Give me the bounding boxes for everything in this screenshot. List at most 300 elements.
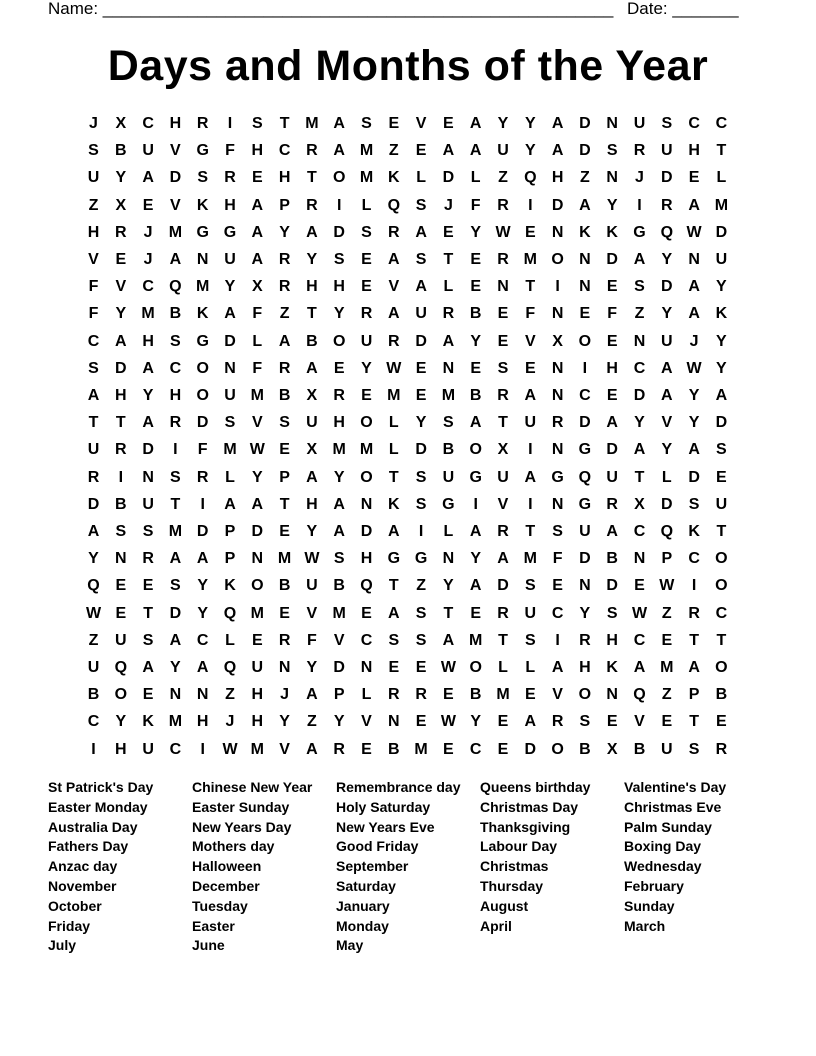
grid-letter: A xyxy=(442,631,455,649)
grid-row xyxy=(80,273,736,300)
grid-letter: A xyxy=(251,223,264,241)
grid-letter: T xyxy=(716,523,727,540)
grid-letter: C xyxy=(169,359,182,377)
grid-letter: V xyxy=(115,278,127,296)
grid-letter: O xyxy=(578,332,592,350)
word-bank-item: Christmas Day xyxy=(480,798,579,815)
grid-letter: R xyxy=(333,740,345,758)
grid-letter: U xyxy=(224,387,236,404)
grid-letter: K xyxy=(142,713,154,731)
grid-letter: A xyxy=(87,523,100,540)
grid-letter: H xyxy=(251,686,264,704)
grid-letter: H xyxy=(169,115,182,132)
grid-letter: Y xyxy=(470,713,482,731)
grid-letter: R xyxy=(497,196,509,214)
grid-letter: B xyxy=(87,686,100,704)
grid-letter: B xyxy=(715,686,728,704)
grid-letter: S xyxy=(415,196,427,214)
grid-letter: T xyxy=(443,604,454,622)
grid-letter: M xyxy=(168,523,183,540)
grid-letter: S xyxy=(415,631,427,649)
grid-letter: R xyxy=(360,305,373,323)
grid-letter: N xyxy=(551,223,564,241)
grid-letter: A xyxy=(715,387,728,404)
grid-letter: W xyxy=(222,740,238,758)
grid-letter: X xyxy=(306,441,318,459)
grid-letter: Q xyxy=(633,686,646,704)
grid-letter: M xyxy=(305,115,319,132)
grid-letter: L xyxy=(361,196,372,214)
word-bank-item: Halloween xyxy=(192,858,262,875)
grid-letter: M xyxy=(250,740,264,758)
grid-letter: V xyxy=(388,278,400,296)
grid-letter: D xyxy=(661,495,673,513)
grid-letter: Z xyxy=(307,713,317,731)
grid-letter: G xyxy=(196,142,209,160)
grid-letter: I xyxy=(582,359,588,377)
grid-letter: W xyxy=(440,659,456,676)
grid-letter: R xyxy=(388,332,400,350)
grid-letter: T xyxy=(716,631,727,649)
grid-letter: Z xyxy=(388,142,399,160)
grid-letter: T xyxy=(143,604,153,622)
grid-letter: A xyxy=(306,223,318,241)
grid-letter: A xyxy=(551,115,564,132)
grid-letter: B xyxy=(469,387,482,404)
grid-letter: D xyxy=(579,115,591,132)
grid-letter: M xyxy=(141,305,155,323)
grid-letter: V xyxy=(497,495,509,513)
grid-letter: Y xyxy=(115,169,127,187)
grid-letter: C xyxy=(633,631,646,649)
grid-letter: H xyxy=(87,223,100,241)
grid-letter: W xyxy=(686,359,702,377)
grid-letter: S xyxy=(688,495,700,513)
grid-letter: O xyxy=(251,577,264,595)
grid-letter: Y xyxy=(88,550,99,568)
grid-letter: T xyxy=(170,495,181,513)
grid-letter: K xyxy=(606,223,618,241)
grid-letter: G xyxy=(387,550,401,568)
grid-letter: T xyxy=(689,713,699,731)
grid-row xyxy=(80,627,736,654)
grid-letter: X xyxy=(306,387,318,404)
grid-letter: L xyxy=(498,659,508,676)
grid-letter: W xyxy=(686,223,702,241)
grid-letter: M xyxy=(277,550,292,568)
grid-letter: P xyxy=(279,196,290,214)
grid-row xyxy=(80,491,736,518)
grid-letter: W xyxy=(304,550,320,568)
grid-letter: R xyxy=(442,305,455,323)
grid-letter: S xyxy=(251,115,263,132)
grid-letter: E xyxy=(415,359,427,377)
grid-letter: N xyxy=(551,441,564,459)
grid-letter: X xyxy=(251,278,263,296)
grid-letter: E xyxy=(333,359,345,377)
grid-letter: R xyxy=(169,414,182,432)
grid-letter: Y xyxy=(470,223,482,241)
grid-letter: F xyxy=(225,142,235,160)
grid-letter: L xyxy=(716,169,727,187)
grid-letter: M xyxy=(496,686,510,704)
grid-letter: D xyxy=(169,604,182,622)
grid-letter: R xyxy=(196,115,209,132)
grid-letter: B xyxy=(469,686,482,704)
grid-letter: Y xyxy=(497,115,509,132)
grid-letter: R xyxy=(633,142,646,160)
grid-letter: Y xyxy=(115,713,127,731)
grid-letter: V xyxy=(170,142,181,160)
grid-letter: C xyxy=(278,142,291,160)
grid-letter: C xyxy=(142,278,154,296)
word-column xyxy=(624,778,768,936)
grid-letter: D xyxy=(715,414,728,432)
grid-letter: G xyxy=(196,332,209,350)
grid-letter: I xyxy=(691,577,697,595)
grid-row xyxy=(80,545,736,572)
grid-letter: U xyxy=(661,740,673,758)
grid-row xyxy=(80,409,736,436)
grid-letter: S xyxy=(415,495,427,513)
grid-letter: F xyxy=(607,305,618,323)
grid-letter: U xyxy=(87,169,100,187)
grid-letter: L xyxy=(361,686,372,704)
grid-letter: A xyxy=(333,142,345,160)
grid-letter: E xyxy=(716,713,727,731)
grid-letter: W xyxy=(659,577,675,595)
grid-letter: S xyxy=(415,604,427,622)
word-column xyxy=(48,778,192,956)
grid-row xyxy=(80,600,736,627)
grid-letter: T xyxy=(388,468,399,486)
grid-letter: Y xyxy=(333,713,345,731)
grid-letter: X xyxy=(497,441,509,459)
grid-letter: X xyxy=(115,196,127,214)
grid-letter: E xyxy=(443,223,454,241)
grid-letter: E xyxy=(497,332,509,350)
grid-letter: A xyxy=(497,550,509,568)
grid-letter: T xyxy=(498,414,508,432)
grid-letter: A xyxy=(251,251,264,268)
grid-letter: N xyxy=(360,495,373,513)
grid-letter: W xyxy=(249,441,265,459)
date-field-label: Date: _______ xyxy=(627,0,739,18)
grid-letter: Y xyxy=(115,305,127,323)
grid-letter: I xyxy=(91,740,96,758)
grid-letter: B xyxy=(606,550,618,568)
grid-letter: D xyxy=(415,332,427,350)
grid-row xyxy=(80,300,736,327)
grid-letter: E xyxy=(388,659,400,676)
grid-letter: H xyxy=(278,169,291,187)
grid-letter: H xyxy=(333,278,345,296)
grid-letter: E xyxy=(361,604,372,622)
grid-letter: M xyxy=(387,387,401,404)
grid-letter: T xyxy=(525,278,536,296)
grid-letter: S xyxy=(415,251,427,268)
grid-letter: E xyxy=(524,686,536,704)
grid-letter: I xyxy=(173,441,178,459)
grid-letter: Y xyxy=(333,468,345,486)
grid-letter: R xyxy=(142,550,154,568)
grid-letter: O xyxy=(469,659,482,676)
grid-letter: E xyxy=(524,223,536,241)
grid-row xyxy=(80,137,736,164)
grid-letter: R xyxy=(497,523,509,540)
grid-letter: R xyxy=(715,740,728,758)
grid-letter: A xyxy=(306,359,318,377)
grid-letter: O xyxy=(715,659,728,676)
grid-letter: O xyxy=(551,251,564,268)
grid-letter: N xyxy=(579,278,591,296)
grid-letter: E xyxy=(443,740,454,758)
grid-letter: A xyxy=(142,169,154,187)
grid-letter: C xyxy=(551,604,564,622)
grid-letter: A xyxy=(142,414,154,432)
grid-letter: Q xyxy=(114,659,128,676)
grid-letter: D xyxy=(579,414,591,432)
grid-letter: D xyxy=(606,251,618,268)
grid-letter: A xyxy=(633,251,646,268)
grid-letter: M xyxy=(523,251,537,268)
grid-letter: H xyxy=(606,359,618,377)
grid-letter: T xyxy=(634,468,645,486)
grid-letter: D xyxy=(251,523,264,540)
grid-letter: Y xyxy=(716,332,727,350)
grid-letter: Y xyxy=(415,414,427,432)
grid-letter: B xyxy=(278,577,291,595)
grid-letter: S xyxy=(661,115,673,132)
grid-letter: A xyxy=(196,550,209,568)
grid-letter: A xyxy=(469,577,482,595)
grid-letter: Q xyxy=(223,659,237,676)
grid-letter: Q xyxy=(578,468,592,486)
letter-grid xyxy=(80,110,736,760)
grid-letter: K xyxy=(196,196,209,214)
grid-letter: D xyxy=(360,523,373,540)
grid-letter: U xyxy=(360,332,373,350)
grid-letter: O xyxy=(360,414,373,432)
grid-letter: A xyxy=(415,223,427,241)
grid-letter: A xyxy=(142,359,154,377)
grid-letter: S xyxy=(170,577,181,595)
grid-letter: N xyxy=(360,659,373,676)
grid-letter: D xyxy=(196,523,209,540)
grid-letter: E xyxy=(115,251,127,268)
grid-letter: E xyxy=(497,305,509,323)
grid-letter: Y xyxy=(688,387,700,404)
grid-letter: S xyxy=(716,441,727,459)
grid-letter: M xyxy=(359,142,374,160)
grid-letter: R xyxy=(115,223,127,241)
grid-letter: V xyxy=(524,332,536,350)
grid-letter: U xyxy=(306,577,318,595)
grid-letter: Y xyxy=(661,305,673,323)
grid-letter: Z xyxy=(661,686,672,704)
grid-letter: N xyxy=(551,359,564,377)
grid-letter: Y xyxy=(306,523,318,540)
grid-letter: F xyxy=(252,305,263,323)
grid-letter: A xyxy=(388,523,400,540)
word-bank-item: Friday xyxy=(48,917,91,934)
grid-letter: W xyxy=(631,604,648,622)
grid-letter: Y xyxy=(170,659,181,676)
grid-letter: V xyxy=(279,740,290,758)
word-bank-item: Anzac day xyxy=(48,858,118,875)
grid-letter: R xyxy=(306,142,318,160)
grid-letter: N xyxy=(551,387,564,404)
grid-letter: T xyxy=(115,414,126,432)
grid-letter: Y xyxy=(306,251,318,268)
grid-letter: R xyxy=(497,387,509,404)
grid-letter: H xyxy=(142,332,154,350)
grid-letter: V xyxy=(333,631,345,649)
grid-letter: A xyxy=(87,387,100,404)
grid-letter: Z xyxy=(88,631,99,649)
grid-letter: U xyxy=(142,740,154,758)
grid-letter: O xyxy=(360,468,373,486)
grid-letter: N xyxy=(142,468,154,486)
grid-letter: V xyxy=(88,251,99,268)
grid-letter: V xyxy=(361,713,372,731)
grid-letter: R xyxy=(388,686,400,704)
grid-letter: R xyxy=(87,468,100,486)
grid-letter: Y xyxy=(197,577,209,595)
grid-letter: C xyxy=(688,115,700,132)
grid-letter: F xyxy=(525,305,536,323)
word-bank-item: Tuesday xyxy=(192,897,248,914)
grid-letter: R xyxy=(278,278,291,296)
grid-letter: F xyxy=(197,441,208,459)
grid-letter: G xyxy=(578,441,592,459)
grid-letter: B xyxy=(579,740,591,758)
word-bank-item: Monday xyxy=(336,917,389,934)
word-bank-item: March xyxy=(624,917,666,934)
grid-letter: M xyxy=(250,387,264,404)
grid-letter: A xyxy=(606,523,618,540)
grid-letter: D xyxy=(688,468,700,486)
grid-letter: B xyxy=(442,441,455,459)
grid-letter: D xyxy=(415,441,427,459)
grid-letter: E xyxy=(606,332,618,350)
grid-letter: Y xyxy=(524,142,536,160)
grid-letter: N xyxy=(633,550,646,568)
grid-letter: D xyxy=(661,278,673,296)
grid-letter: Z xyxy=(225,686,235,704)
grid-letter: M xyxy=(168,223,183,241)
grid-letter: S xyxy=(388,631,400,649)
grid-letter: S xyxy=(688,740,700,758)
grid-letter: O xyxy=(114,686,128,704)
grid-letter: L xyxy=(225,631,235,649)
grid-letter: A xyxy=(551,142,564,160)
grid-letter: H xyxy=(115,740,127,758)
grid-letter: A xyxy=(278,332,291,350)
grid-letter: J xyxy=(89,115,98,132)
grid-letter: H xyxy=(169,387,182,404)
grid-letter: E xyxy=(279,604,290,622)
grid-letter: R xyxy=(661,196,673,214)
word-bank-item: New Years Day xyxy=(192,818,292,835)
grid-letter: A xyxy=(633,441,646,459)
grid-letter: N xyxy=(388,713,400,731)
grid-row xyxy=(80,246,736,273)
grid-letter: U xyxy=(306,414,318,432)
grid-row xyxy=(80,518,736,545)
grid-letter: I xyxy=(118,468,124,486)
grid-letter: H xyxy=(333,414,345,432)
word-bank-item: Australia Day xyxy=(48,818,138,835)
word-bank-item: May xyxy=(336,937,364,954)
grid-letter: K xyxy=(388,495,400,513)
word-bank-item: September xyxy=(336,858,409,875)
grid-letter: Y xyxy=(524,115,536,132)
grid-letter: Y xyxy=(579,604,591,622)
grid-letter: I xyxy=(200,495,205,513)
grid-letter: C xyxy=(87,332,100,350)
grid-letter: Z xyxy=(88,196,99,214)
grid-letter: B xyxy=(333,577,345,595)
grid-letter: G xyxy=(633,223,646,241)
grid-letter: R xyxy=(579,631,591,649)
grid-letter: E xyxy=(415,659,427,676)
grid-letter: S xyxy=(142,523,154,540)
grid-letter: S xyxy=(524,577,536,595)
word-bank-item: New Years Eve xyxy=(336,818,435,835)
grid-letter: N xyxy=(606,115,618,132)
grid-letter: V xyxy=(634,713,645,731)
grid-letter: B xyxy=(469,305,482,323)
grid-letter: A xyxy=(469,142,482,160)
grid-letter: A xyxy=(551,659,564,676)
grid-letter: C xyxy=(715,115,728,132)
grid-letter: T xyxy=(307,305,317,323)
grid-letter: M xyxy=(441,387,456,404)
grid-letter: A xyxy=(688,196,700,214)
grid-letter: Y xyxy=(688,414,700,432)
grid-letter: P xyxy=(224,523,236,540)
grid-letter: N xyxy=(579,251,591,268)
grid-letter: C xyxy=(196,631,209,649)
grid-letter: L xyxy=(252,332,263,350)
grid-letter: U xyxy=(142,142,154,160)
grid-letter: A xyxy=(633,659,646,676)
grid-letter: P xyxy=(661,550,673,568)
grid-letter: R xyxy=(606,495,618,513)
grid-letter: L xyxy=(443,278,454,296)
grid-letter: O xyxy=(332,169,346,187)
word-bank-item: Easter Sunday xyxy=(192,798,290,815)
grid-letter: Y xyxy=(279,223,290,241)
grid-letter: H xyxy=(606,631,618,649)
grid-letter: D xyxy=(524,740,537,758)
grid-letter: G xyxy=(223,223,237,241)
grid-letter: T xyxy=(716,142,727,160)
word-bank-item: Queens birthday xyxy=(480,779,591,795)
word-bank-item: June xyxy=(192,937,225,954)
grid-letter: C xyxy=(469,740,482,758)
grid-letter: Y xyxy=(443,577,454,595)
grid-letter: E xyxy=(115,604,127,622)
grid-letter: H xyxy=(688,142,700,160)
grid-letter: Y xyxy=(716,359,727,377)
grid-letter: N xyxy=(115,550,127,568)
grid-letter: I xyxy=(473,495,478,513)
grid-letter: Q xyxy=(360,577,373,595)
grid-letter: E xyxy=(279,441,290,459)
grid-letter: U xyxy=(115,631,127,649)
